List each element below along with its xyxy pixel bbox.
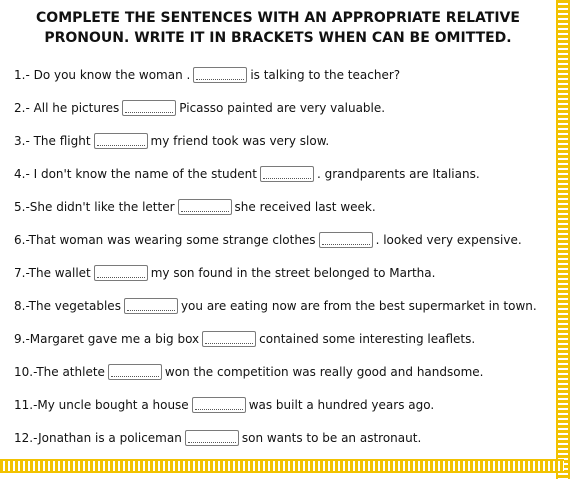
sentence-item (14, 355, 554, 388)
sentence-item (14, 58, 554, 91)
answer-blank[interactable] (193, 67, 247, 83)
sentence-after: . looked very expensive. (375, 232, 522, 247)
sentence-before: 7.-The wallet (14, 265, 91, 280)
sentence-after: son wants to be an astronaut. (241, 430, 422, 445)
title-line-2: PRONOUN. WRITE IT IN BRACKETS WHEN CAN BE OMITTED. (44, 30, 512, 46)
sentence-item (14, 256, 554, 289)
sentence-after: you are eating now are from the best supermarket in town. (180, 298, 537, 313)
sentence-before: 9.-Margaret gave me a big box (14, 331, 200, 346)
sentence-before: 1.- Do you know the woman . (14, 67, 191, 82)
sentence-after: contained some interesting leaflets. (259, 331, 476, 346)
sentence-after: my son found in the street belonged to Martha. (150, 265, 436, 280)
sentence-before: 6.-That woman was wearing some strange clothes (14, 232, 316, 247)
decorative-border-right (556, 0, 570, 479)
sentence-before: 10.-The athlete (14, 364, 105, 379)
sentence-before: 3.- The flight (14, 133, 91, 148)
sentence-before: 4.- I don't know the name of the student (14, 166, 257, 181)
answer-blank[interactable] (108, 364, 162, 380)
sentence-before: 8.-The vegetables (14, 298, 121, 313)
sentence-after: . grandparents are Italians. (316, 166, 480, 181)
sentence-before: 11.-My uncle bought a house (14, 397, 189, 412)
answer-blank[interactable] (124, 298, 178, 314)
answer-blank[interactable] (319, 232, 373, 248)
sentence-after: was built a hundred years ago. (248, 397, 435, 412)
title-line-1: COMPLETE THE SENTENCES WITH AN APPROPRIATE RELATIVE (36, 10, 520, 26)
worksheet-title (0, 8, 556, 48)
answer-blank[interactable] (192, 397, 246, 413)
sentence-item (14, 322, 554, 355)
sentence-before: 12.-Jonathan is a policeman (14, 430, 182, 445)
sentence-item (14, 223, 554, 256)
sentence-item (14, 388, 554, 421)
sentence-item (14, 289, 554, 322)
answer-blank[interactable] (94, 265, 148, 281)
answer-blank[interactable] (202, 331, 256, 347)
sentence-after: my friend took was very slow. (150, 133, 330, 148)
sentence-after: is talking to the teacher? (250, 67, 401, 82)
decorative-border-bottom (0, 459, 564, 473)
answer-blank[interactable] (122, 100, 176, 116)
answer-blank[interactable] (178, 199, 232, 215)
sentence-before: 2.- All he pictures (14, 100, 120, 115)
sentence-list (14, 58, 554, 454)
answer-blank[interactable] (185, 430, 239, 446)
sentence-item (14, 91, 554, 124)
sentence-item (14, 157, 554, 190)
sentence-after: Picasso painted are very valuable. (179, 100, 386, 115)
sentence-item (14, 124, 554, 157)
answer-blank[interactable] (94, 133, 148, 149)
answer-blank[interactable] (260, 166, 314, 182)
sentence-item (14, 421, 554, 454)
sentence-after: she received last week. (234, 199, 376, 214)
sentence-after: won the competition was really good and handsome. (164, 364, 484, 379)
sentence-item (14, 190, 554, 223)
sentence-before: 5.-She didn't like the letter (14, 199, 175, 214)
